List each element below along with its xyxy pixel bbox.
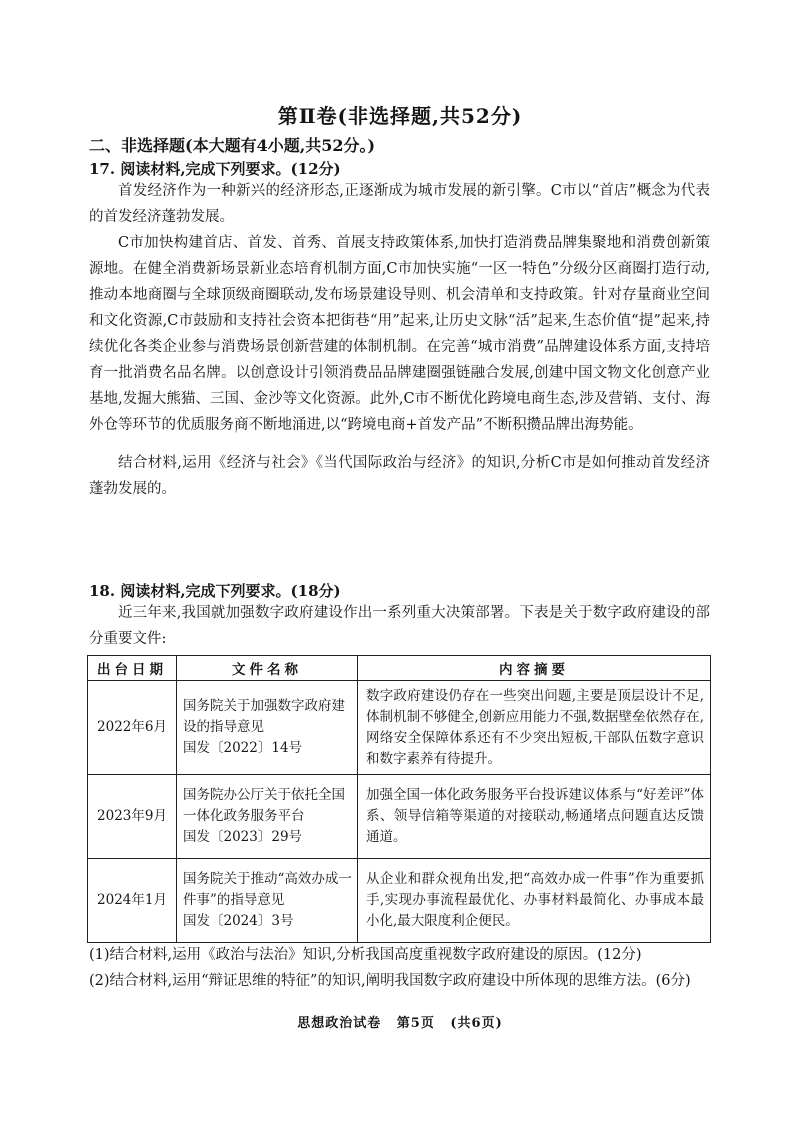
document-number: 国发〔2024〕3号: [183, 913, 294, 929]
footer-total-pages: (共6页): [450, 1016, 503, 1031]
document-name: 国务院办公厅关于依托全国一体化政务服务平台: [183, 787, 345, 824]
row-summary: 加强全国一体化政务服务平台投诉建议体系与“好差评”体系、领导信箱等渠道的对接联动,畅通堵点问题直达反馈通道。: [358, 775, 711, 859]
question-18-intro: 近三年来,我国就加强数字政府建设作出一系列重大决策部署。下表是关于数字政府建设的部分重要文件:: [89, 605, 710, 647]
footer-page-number: 第5页: [396, 1016, 435, 1031]
question-18-subquestion-2: (2)结合材料,运用“辩证思维的特征”的知识,阐明我国数字政府建设中所体现的思维方法。(6分): [89, 973, 691, 989]
document-number: 国发〔2022〕14号: [183, 740, 303, 756]
policy-documents-table: [87, 655, 711, 943]
column-header-summary: 内容摘要: [358, 656, 711, 681]
question-17-prompt: 结合材料,运用《经济与社会》《当代国际政治与经济》的知识,分析C市是如何推动首发经济蓬勃发展的。: [89, 455, 710, 497]
footer-subject: 思想政治试卷: [297, 1016, 382, 1031]
row-summary: 数字政府建设仍存在一些突出问题,主要是顶层设计不足,体制机制不够健全,创新应用能力不强,数据壁垒依然存在,网络安全保障体系还有不少突出短板,干部队伍数字意识和数字素养有待提升。: [358, 681, 711, 775]
row-document: [177, 681, 358, 775]
row-document: [177, 859, 358, 943]
document-name: 国务院关于加强数字政府建设的指导意见: [183, 698, 345, 735]
question-18-subquestion-1: (1)结合材料,运用《政治与法治》知识,分析我国高度重视数字政府建设的原因。(12分): [89, 947, 642, 963]
question-17-paragraph-1: 首发经济作为一种新兴的经济形态,正逐渐成为城市发展的新引擎。C市以“首店”概念为代表的首发经济蓬勃发展。: [89, 183, 710, 225]
document-name: 国务院关于推动“高效办成一件事”的指导意见: [183, 871, 352, 908]
table-row: [88, 859, 711, 943]
table-row: [88, 681, 711, 775]
question-17-paragraph-2: C市加快构建首店、首发、首秀、首展支持政策体系,加快打造消费品牌集聚地和消费创新策源地。在健全消费新场景新业态培育机制方面,C市加快实施“一区一特色”分级分区商圈打造行动,推动本地商圈与全球顶级商圈联动,发布场景建设导则、机会清单和支持政策。针对存量商业空间和文化资源,C市鼓励和支持社会资本把街巷“用”起来,让历史文脉“活”起来,生态价值“提”起来,持续优化各类企业参与消费场景创新营建的体制机制。在完善“城市消费”品牌建设体系方面,支持培育一批消费名品名牌。以创意设计引领消费品品牌建圈强链融合发展,创建中国文物文化创意产业基地,发掘大熊猫、三国、金沙等文化资源。此外,C市不断优化跨境电商生态,涉及营销、支付、海外仓等环节的优质服务商不断地涌进,以“跨境电商+首发产品”不断积攒品牌出海势能。: [89, 235, 710, 433]
row-document: [177, 775, 358, 859]
row-date: 2022年6月: [88, 681, 177, 775]
page-footer: [0, 1012, 800, 1031]
document-number: 国发〔2023〕29号: [183, 829, 303, 845]
table-row: [88, 775, 711, 859]
column-header-document: 文件名称: [177, 656, 358, 681]
row-date: 2024年1月: [88, 859, 177, 943]
row-summary: 从企业和群众视角出发,把“高效办成一件事”作为重要抓手,实现办事流程最优化、办事材料最简化、办事成本最小化,最大限度利企便民。: [358, 859, 711, 943]
column-header-date: 出台日期: [88, 656, 177, 681]
table-header-row: [88, 656, 711, 681]
question-17-heading: 17. 阅读材料,完成下列要求。(12分): [89, 160, 341, 178]
section-heading: 二、非选择题(本大题有4小题,共52分。): [89, 136, 376, 155]
part-title: 第Ⅱ卷(非选择题,共52分): [277, 104, 523, 128]
row-date: 2023年9月: [88, 775, 177, 859]
stray-mark: ˊ: [233, 431, 238, 442]
question-18-heading: 18. 阅读材料,完成下列要求。(18分): [89, 582, 341, 600]
